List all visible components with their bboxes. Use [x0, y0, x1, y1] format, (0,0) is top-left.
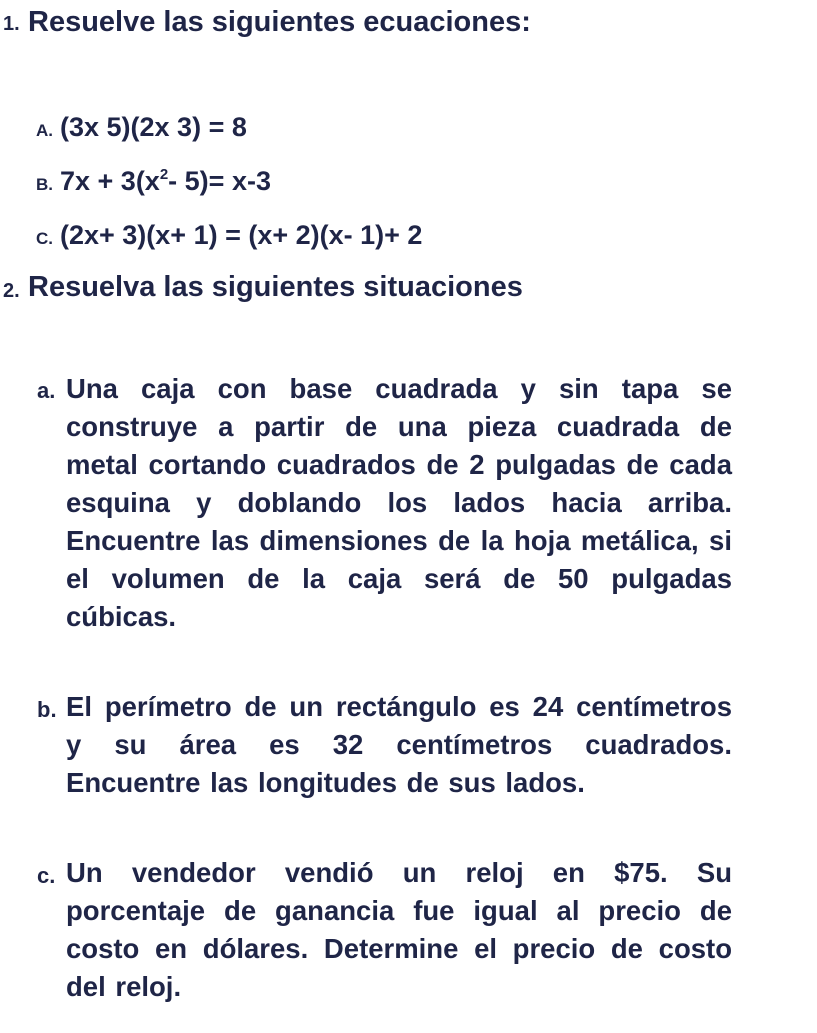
section-2-number: 2. [3, 280, 20, 302]
problem-c-text: Un vendedor vendió un reloj en $75. Su porcentaje de ganancia fue igual al precio de costo en dólares. Determine el precio de costo del reloj. [66, 857, 732, 1002]
equation-b [60, 166, 271, 197]
equation-a-label: A. [36, 121, 53, 140]
equation-b-text-start: 7x + 3(x [60, 166, 160, 196]
problem-a-label: a. [37, 378, 56, 403]
equation-b-exponent: 2 [159, 166, 169, 183]
section-1-number: 1. [3, 13, 20, 35]
problem-c-label: c. [37, 863, 56, 888]
equation-b-label: B. [36, 175, 53, 194]
equation-a-text: (3x 5)(2x 3) = 8 [60, 112, 247, 142]
equation-b-text-end: - 5)= x-3 [168, 166, 271, 196]
problem-b-label: b. [37, 697, 57, 722]
section-2-title: Resuelva las siguientes situaciones [28, 271, 523, 303]
equation-c-label: C. [36, 229, 53, 248]
equation-a [60, 112, 247, 143]
problem-a-text: Una caja con base cuadrada y sin tapa se construye a partir de una pieza cuadrada de metal cortando cuadrados de 2 pulgadas de cada esquina y doblando los lados hacia arriba. Encuentre las dimensiones de la hoja metálica, si el volumen de la caja será de 50 pulgadas cúbicas. [66, 373, 732, 632]
problem-b-text: El perímetro de un rectángulo es 24 centímetros y su área es 32 centímetros cuadrados. Encuentre las longitudes de sus lados. [66, 691, 732, 798]
equation-c-text: (2x+ 3)(x+ 1) = (x+ 2)(x- 1)+ 2 [60, 220, 423, 250]
section-1-title: Resuelve las siguientes ecuaciones: [28, 6, 531, 38]
equation-c [60, 220, 422, 251]
